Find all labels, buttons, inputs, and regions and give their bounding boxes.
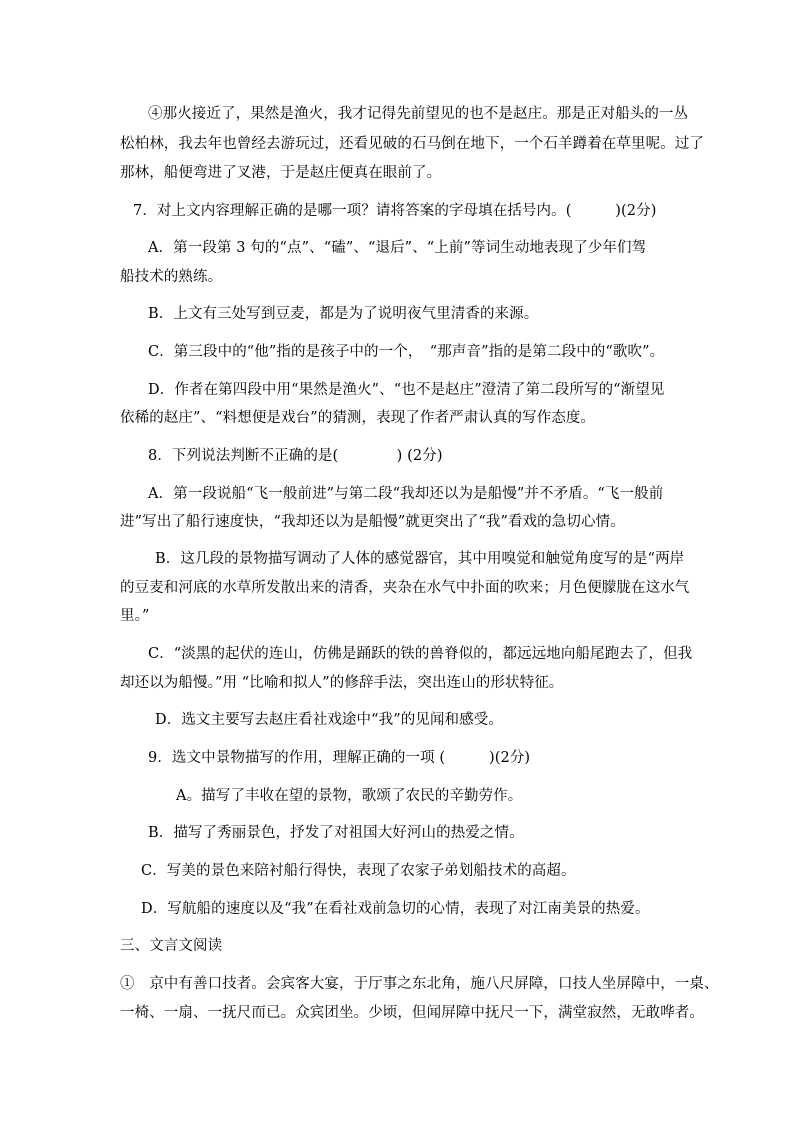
question-9-option-c: C．写美的景色来陪衬船行得快，表现了农家子弟划船技术的高超。	[141, 863, 576, 879]
question-8-option-b-line-2: 的豆麦和河底的水草所发散出来的清香，夹杂在水气中扑面的吹来；月色便朦胧在这水气	[120, 580, 690, 596]
question-8-stem: 8．下列说法判断不正确的是( ) (2分)	[148, 448, 443, 464]
question-8-option-b-line-1: B．这几段的景物描写调动了人体的感觉器官，其中用嗅觉和触觉角度写的是“两岸	[155, 551, 685, 567]
question-7-option-b: B．上文有三处写到豆麦，都是为了说明夜气里清香的来源。	[148, 306, 539, 322]
passage-paragraph-4-line-1: ④那火接近了，果然是渔火，我才记得先前望见的也不是赵庄。那是正对船头的一丛	[148, 106, 689, 122]
classical-text-paragraph-1-line-2: 一椅、一扇、一抚尺而已。众宾团坐。少顷，但闻屏障中抚尺一下，满堂寂然，无敢哗者。	[120, 1005, 704, 1021]
question-8-option-b-line-3: 里。”	[120, 608, 150, 624]
question-9-option-a: A。描写了丰收在望的景物，歌颂了农民的辛勤劳作。	[176, 788, 523, 804]
question-7-option-d-line-2: 依稀的赵庄”、“料想便是戏台”的猜测，表现了作者严肃认真的写作态度。	[120, 410, 596, 426]
question-8-option-c-line-1: C．“淡黑的起伏的连山，仿佛是踊跃的铁的兽脊似的，都远远地向船尾跑去了，但我	[148, 646, 693, 662]
passage-paragraph-4-line-3: 那林，船便弯进了叉港，于是赵庄便真在眼前了。	[120, 165, 442, 181]
question-7-stem: 7．对上文内容理解正确的是哪一项？请将答案的字母填在括号内。( )(2分)	[133, 203, 657, 219]
classical-text-paragraph-1-line-1: ① 京中有善口技者。会宾客大宴，于厅事之东北角，施八尺屏障，口技人坐屏障中，一桌、	[120, 976, 719, 992]
question-8-option-a-line-2: 进”写出了船行速度快，“我却还以为是船慢”就更突出了“我”看戏的急切心情。	[120, 514, 625, 530]
question-9-stem: 9．选文中景物描写的作用，理解正确的一项 ( )(2分)	[148, 750, 531, 766]
question-9-option-d: D．写航船的速度以及“我”在看社戏前急切的心情，表现了对江南美景的热爱。	[141, 901, 650, 917]
question-8-option-c-line-2: 却还以为船慢。”用 “比喻和拟人”的修辞手法，突出连山的形状特征。	[120, 675, 564, 691]
question-7-option-a-line-1: A．第一段第 3 句的“点”、“磕”、“退后”、“上前”等词生动地表现了少年们驾	[148, 240, 647, 256]
passage-paragraph-4-line-2: 松柏林，我去年也曾经去游玩过，还看见破的石马倒在地下，一个石羊蹲着在草里呢。过了	[120, 136, 704, 152]
section-3-heading: 三、文言文阅读	[120, 938, 223, 954]
question-7-option-d-line-1: D．作者在第四段中用“果然是渔火”、“也不是赵庄”澄清了第二段所写的“渐望见	[148, 382, 665, 398]
question-8-option-d: D．选文主要写去赵庄看社戏途中“我”的见闻和感受。	[155, 712, 503, 728]
question-9-option-b: B．描写了秀丽景色，抒发了对祖国大好河山的热爱之情。	[148, 825, 524, 841]
question-7-option-c: C．第三段中的“他”指的是孩子中的一个， “那声音”指的是第二段中的“歌吹”。	[148, 344, 665, 360]
question-8-option-a-line-1: A．第一段说船“飞一般前进”与第二段“我却还以为是船慢”并不矛盾。“飞一般前	[148, 486, 664, 502]
question-7-option-a-line-2: 船技术的熟练。	[120, 269, 223, 285]
